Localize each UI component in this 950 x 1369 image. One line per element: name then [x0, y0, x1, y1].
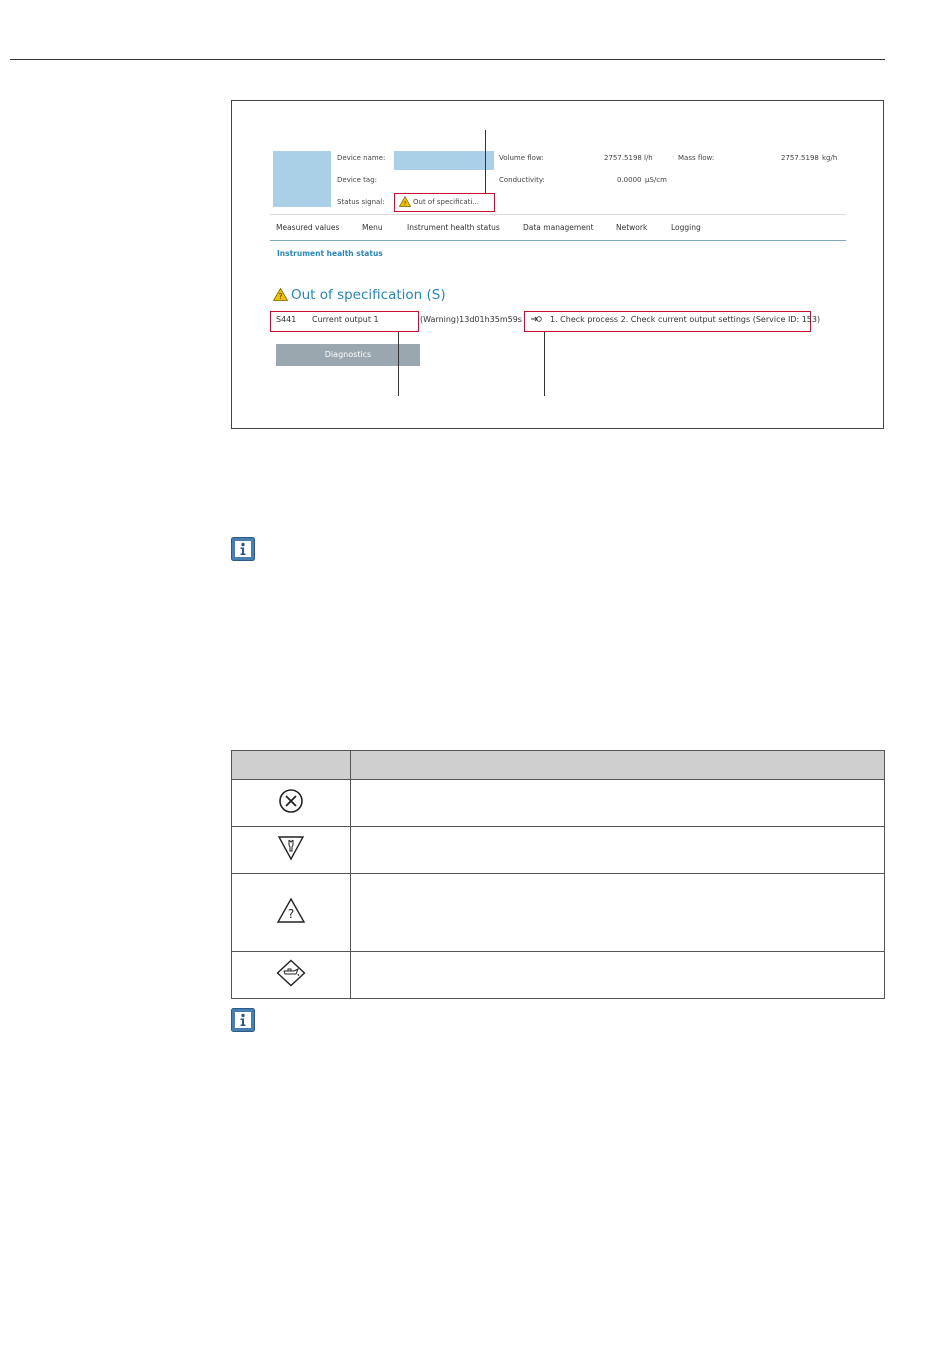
table-cell	[232, 827, 351, 874]
status-signal-table	[231, 750, 885, 999]
callout-line	[485, 130, 486, 193]
svg-text:?: ?	[287, 906, 295, 921]
warning-icon	[399, 196, 411, 207]
table-row	[232, 874, 885, 952]
callout-line	[544, 332, 545, 396]
device-tag-label: Device tag:	[337, 176, 378, 184]
diagnostic-time: (Warning)13d01h35m59s	[420, 315, 522, 324]
failure-circle-x-icon	[278, 788, 304, 814]
table-header-row	[232, 751, 885, 780]
status-signal-label: Status signal:	[337, 198, 385, 206]
nav-instrument-health-status[interactable]: Instrument health status	[407, 223, 500, 232]
page-top-rule	[10, 59, 885, 60]
svg-text:?: ?	[278, 292, 283, 301]
info-icon	[231, 537, 255, 561]
table-header-cell	[232, 751, 351, 780]
table-cell	[232, 952, 351, 999]
breadcrumb-health-status[interactable]: Instrument health status	[277, 249, 383, 258]
section-title: Out of specification (S)	[291, 287, 446, 303]
volume-flow-label: Volume flow:	[499, 154, 544, 162]
function-check-wrench-triangle-icon	[277, 835, 305, 861]
diagnostic-name: Current output 1	[312, 315, 379, 324]
nav-data-management[interactable]: Data management	[523, 223, 594, 232]
mass-flow-label: Mass flow:	[678, 154, 715, 162]
table-cell	[351, 874, 885, 952]
table-cell	[351, 780, 885, 827]
callout-line	[398, 332, 399, 396]
table-row	[232, 780, 885, 827]
status-signal-value[interactable]: Out of specificati...	[413, 198, 479, 206]
table-row	[232, 952, 885, 999]
nav-measured-values[interactable]: Measured values	[276, 223, 340, 232]
table-cell	[351, 827, 885, 874]
nav-menu[interactable]: Menu	[362, 223, 383, 232]
mass-flow-value: 2757.5198	[781, 154, 819, 162]
table-cell	[232, 874, 351, 952]
volume-flow-value: 2757.5198	[604, 154, 642, 162]
info-icon	[231, 1008, 255, 1032]
conductivity-label: Conductivity:	[499, 176, 545, 184]
diagnostics-button[interactable]: Diagnostics	[276, 344, 420, 366]
main-nav	[270, 214, 846, 241]
conductivity-value: 0.0000	[617, 176, 642, 184]
out-of-specification-question-triangle-icon	[276, 897, 306, 924]
diagnostic-code: S441	[276, 315, 297, 324]
table-cell	[232, 780, 351, 827]
nav-network[interactable]: Network	[616, 223, 648, 232]
nav-logging[interactable]: Logging	[671, 223, 701, 232]
logo-placeholder	[273, 151, 331, 207]
table-row	[232, 827, 885, 874]
svg-text:?: ?	[403, 200, 407, 207]
device-name-label: Device name:	[337, 154, 386, 162]
remedy-arrow-icon	[530, 314, 542, 324]
device-name-value	[394, 151, 494, 170]
table-cell	[351, 952, 885, 999]
remedy-text: 1. Check process 2. Check current output settings (Service ID: 153)	[550, 315, 821, 324]
table-header-cell	[351, 751, 885, 780]
diagnostic-screenshot-figure	[231, 100, 884, 429]
volume-flow-unit: l/h	[644, 154, 653, 162]
warning-icon	[273, 288, 288, 301]
conductivity-unit: µS/cm	[645, 176, 667, 184]
maintenance-required-oilcan-diamond-icon	[276, 959, 306, 987]
mass-flow-unit: kg/h	[822, 154, 838, 162]
